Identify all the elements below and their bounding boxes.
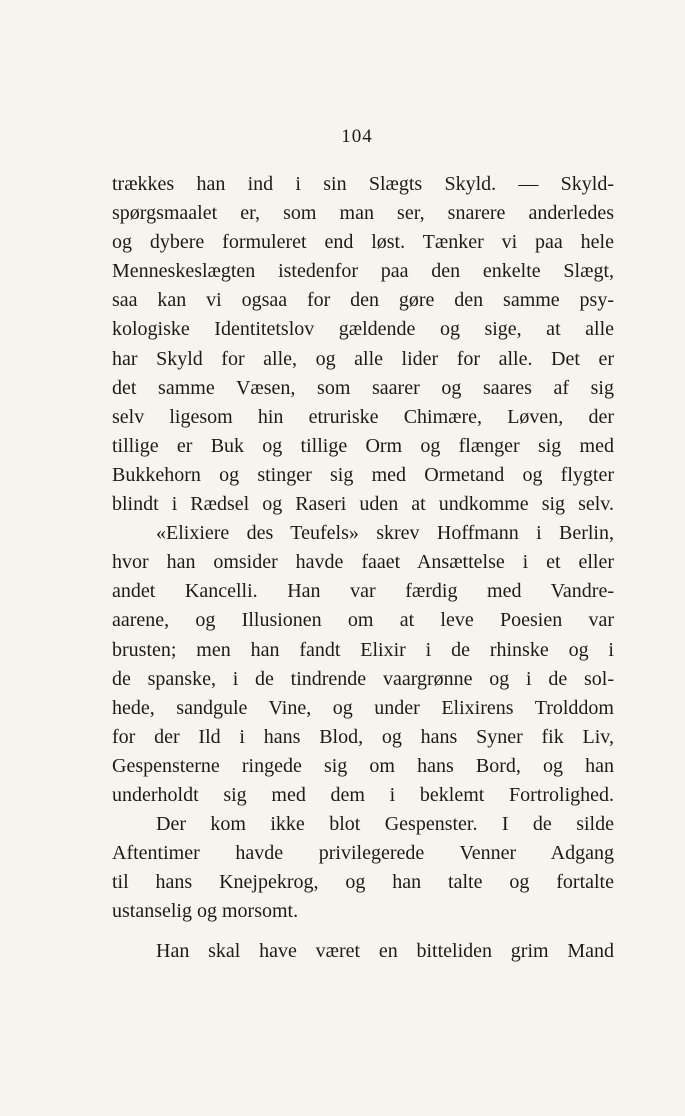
text-line: har Skyld for alle, og alle lider for alle. Det er <box>112 347 614 370</box>
text-line: underholdt sig med dem i beklemt Fortrolighed. <box>112 783 614 806</box>
text-line: Han skal have været en bitteliden grim Mand <box>156 940 614 962</box>
text-line: selv ligesom hin etruriske Chimære, Løven, der <box>112 405 614 428</box>
text-line: aarene, og Illusionen om at leve Poesien var <box>112 609 614 632</box>
text-line: Aftentimer havde privilegerede Venner Adgang <box>112 842 614 865</box>
body-text <box>112 170 614 926</box>
text-line: brusten; men han fandt Elixir i de rhinske og i <box>112 638 614 661</box>
text-line: hede, sandgule Vine, og under Elixirens Trolddom <box>112 696 614 719</box>
text-line: det samme Væsen, som saarer og saares af sig <box>112 376 614 399</box>
text-line: for der Ild i hans Blod, og hans Syner fik Liv, <box>112 725 614 748</box>
text-line: Menneskeslægten istedenfor paa den enkelte Slægt, <box>112 260 614 283</box>
text-line: de spanske, i de tindrende vaargrønne og i de sol- <box>112 667 614 690</box>
text-line: hvor han omsider havde faaet Ansættelse i et eller <box>112 551 614 574</box>
text-line: «Elixiere des Teufels» skrev Hoffmann i Berlin, <box>156 522 614 545</box>
text-line: spørgsmaalet er, som man ser, snarere anderledes <box>112 202 614 225</box>
text-line: tillige er Buk og tillige Orm og flænger sig med <box>112 434 614 457</box>
body-text-continued <box>112 937 614 966</box>
text-line: Bukkehorn og stinger sig med Ormetand og flygter <box>112 463 614 486</box>
page-number: 104 <box>341 126 373 147</box>
text-line: til hans Knejpekrog, og han talte og fortalte <box>112 871 614 894</box>
text-line: Gespensterne ringede sig om hans Bord, og han <box>112 754 614 777</box>
text-line: saa kan vi ogsaa for den gøre den samme psy- <box>112 289 614 312</box>
text-line: Der kom ikke blot Gespenster. I de silde <box>156 813 614 836</box>
text-line: trækkes han ind i sin Slægts Skyld. — Skyld- <box>112 173 614 195</box>
text-line: og dybere formuleret end løst. Tænker vi paa hele <box>112 231 614 254</box>
text-line: kologiske Identitetslov gældende og sige, at alle <box>112 318 614 341</box>
text-line: andet Kancelli. Han var færdig med Vandre- <box>112 580 614 603</box>
text-line: ustanselig og morsomt. <box>112 900 299 923</box>
text-line: blindt i Rædsel og Raseri uden at undkomme sig selv. <box>112 493 614 516</box>
